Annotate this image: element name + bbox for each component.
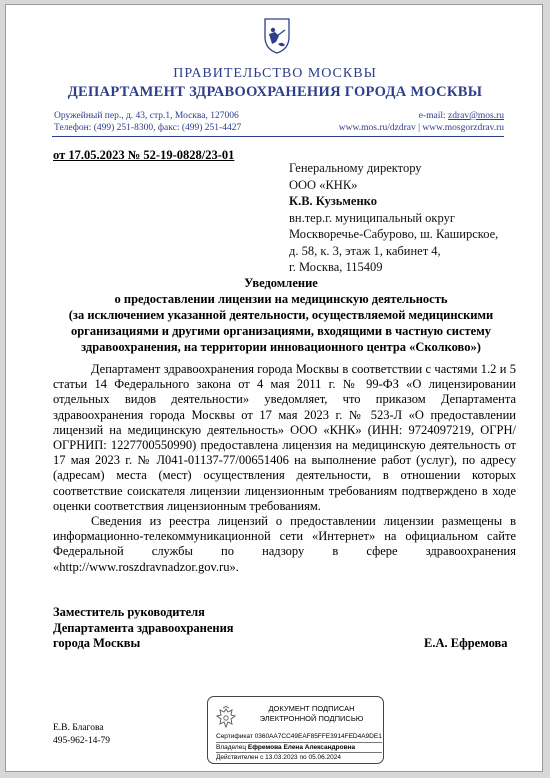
contact-address-block <box>54 110 241 134</box>
stamp-validity <box>216 753 382 763</box>
valid-from-value: 13.03.2023 <box>265 754 298 761</box>
signatory-position <box>53 605 234 652</box>
government-name: ПРАВИТЕЛЬСТВО МОСКВЫ <box>173 66 377 81</box>
stamp-details <box>216 732 382 763</box>
address-line: Оружейный пер., д. 43, стр.1, Москва, 127006 <box>54 111 239 121</box>
owner-label: Владелец <box>216 743 247 751</box>
addressee-position: Генеральному директору <box>289 161 422 175</box>
executor-block <box>53 722 110 748</box>
executor-name: Е.В. Благова <box>53 723 104 733</box>
electronic-signature-stamp <box>207 696 384 764</box>
stamp-title-line: ЭЛЕКТРОННОЙ ПОДПИСЬЮ <box>259 714 364 723</box>
notice-body <box>53 362 516 575</box>
moscow-coat-of-arms-icon <box>263 17 291 55</box>
addressee-block <box>289 160 498 276</box>
valid-to-value: 05.06.2024 <box>308 754 341 761</box>
phone-line: Телефон: (499) 251-8300, факс: (499) 251-4427 <box>54 123 242 133</box>
website-link-1[interactable]: www.mos.ru/dzdrav <box>338 123 416 133</box>
executor-phone: 495-962-14-79 <box>53 736 110 746</box>
russian-eagle-icon <box>216 706 236 730</box>
title-line: организациями и другими организациями, входящими в частную систему <box>70 324 491 338</box>
addressee-address-line: д. 58, к. 3, этаж 1, кабинет 4, <box>289 243 441 258</box>
stamp-certificate <box>216 732 382 743</box>
department-name: ДЕПАРТАМЕНТ ЗДРАВООХРАНЕНИЯ ГОРОДА МОСКВЫ <box>67 84 483 100</box>
addressee-company: ООО «КНК» <box>289 177 358 192</box>
valid-to-label: по <box>299 754 307 761</box>
contact-web-block <box>339 110 504 134</box>
header-divider <box>52 136 504 137</box>
stamp-owner <box>216 743 382 754</box>
signatory-line: Заместитель руководителя <box>53 605 205 619</box>
title-line: о предоставлении лицензии на медицинскую деятельность <box>114 292 448 306</box>
document-page <box>5 4 543 772</box>
email-label: e-mail: <box>418 111 446 121</box>
website-link-2[interactable]: www.mosgorzdrav.ru <box>422 123 504 133</box>
body-paragraph: Департамент здравоохранения города Москвы в соответствии с частями 1.2 и 5 статьи 14 Федерального закона от 4 мая 2011 г. № 99-ФЗ «О лицензировании отдельных видов деятельности» уведомляет, что приказом Департамента здравоохранения города Москвы от 17 мая 2023 г. № 523-Л «О предоставлении лицензий на медицинскую деятельность» ООО «КНК» (ИНН: 9724097219, ОГРН/ОГРНИП: 1227700550990) предоставлена лицензия на медицинскую деятельность от 17 мая 2023 г. № Л041-01137-77/00651406 на выполнение работ (услуг), по адресу (адресам) места (мест) осуществления деятельности, в отношении которых соответствие соискателя лицензии лицензионным требованиям подтверждено в ходе оценки соответствия лицензионным требованиям. <box>53 362 516 513</box>
title-line: здравоохранения, на территории инновационного центра «Сколково») <box>81 340 481 354</box>
title-line: (за исключением указанной деятельности, осуществляемой медицинскими <box>68 308 494 322</box>
addressee-address-line: вн.тер.г. муниципальный округ <box>289 210 455 225</box>
notice-title <box>46 275 516 355</box>
stamp-title <box>244 704 379 724</box>
body-paragraph: Сведения из реестра лицензий о предоставлении лицензии размещены в информационно-телекоммуникационной сети «Интернет» на официальном сайте Федеральной службы по надзору в сфере здравоохранения «http://www.roszdravnadzor.gov.ru». <box>53 514 516 574</box>
stamp-title-line: ДОКУМЕНТ ПОДПИСАН <box>268 704 355 713</box>
email-link[interactable]: zdrav@mos.ru <box>448 111 504 121</box>
title-line: Уведомление <box>244 276 318 290</box>
certificate-label: Сертификат <box>216 733 253 740</box>
website-separator: | <box>418 123 421 133</box>
addressee-address-line: г. Москва, 115409 <box>289 260 383 274</box>
owner-value: Ефремова Елена Александровна <box>247 743 356 751</box>
signatory-line: города Москвы <box>53 636 141 650</box>
addressee-address-line: Москворечье-Сабурово, ш. Каширское, <box>289 227 499 241</box>
addressee-name: К.В. Кузьменко <box>289 194 377 208</box>
valid-from-label: Действителен с <box>216 754 264 761</box>
signatory-name: Е.А. Ефремова <box>424 636 508 650</box>
document-number: от 17.05.2023 № 52-19-0828/23-01 <box>53 148 235 162</box>
certificate-value: 0360AA7CC49EAF85FFE3914FED4A9DE1 <box>254 733 382 740</box>
signatory-line: Департамента здравоохранения <box>53 620 234 635</box>
